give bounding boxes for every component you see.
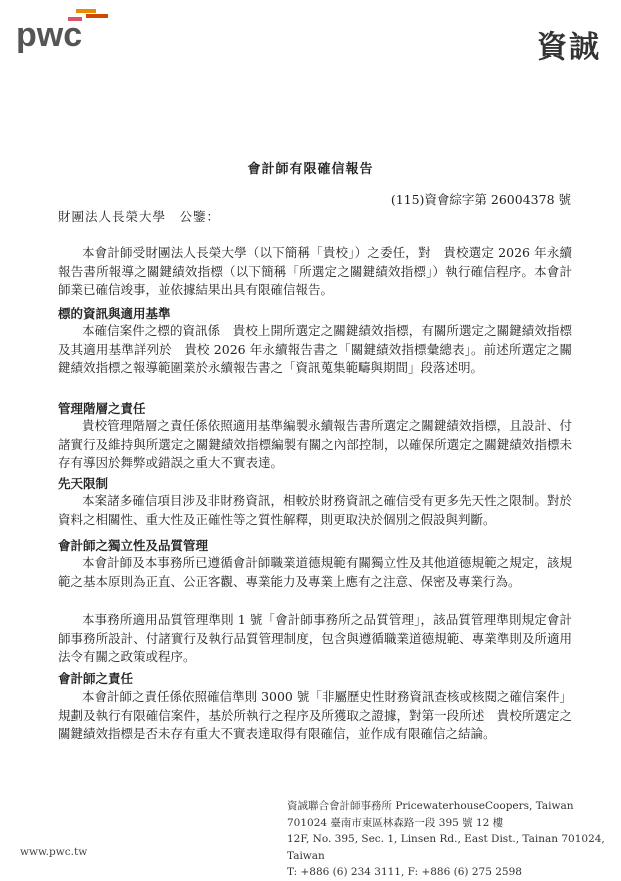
salutation: 財團法人長榮大學 公鑒： [58, 209, 221, 224]
footer-firm-name: 資誠聯合會計師事務所 PricewaterhouseCoopers, Taiwan [287, 800, 574, 812]
section-heading-subject-matter: 標的資訊與適用基準 [58, 306, 171, 321]
section-heading-independence-quality: 會計師之獨立性及品質管理 [58, 538, 209, 553]
intro-paragraph: 本會計師受財團法人長榮大學（以下簡稱「貴校」）之委任，對 貴校選定 2026 年永續報告書所報導之關鍵績效指標（以下簡稱「所選定之關鍵績效指標」）執行確信程序。本會計師業已確信竣事，並依據結果出具有限確信報告。 [58, 245, 572, 297]
footer-address-cn: 701024 臺南市東區林森路一段 395 號 12 樓 [287, 816, 504, 829]
report-title: 會計師有限確信報告 [247, 162, 374, 177]
logo-stripe-red [86, 14, 108, 18]
section-paragraph: 本事務所適用品質管理準則 1 號「會計師事務所之品質管理」，該品質管理準則規定會計師事務所設計、付諸實行及執行品質管理制度，包含與遵循職業道德規範、專業準則及所適用法令有關之政策或程序。 [58, 612, 572, 664]
section-heading-management-responsibility: 管理階層之責任 [58, 401, 146, 416]
reference-number: (115)資會綜字第 26004378 號 [390, 192, 571, 207]
section-heading-inherent-limitations: 先天限制 [58, 476, 109, 491]
section-paragraph: 貴校管理階層之責任係依照適用基準編製永續報告書所選定之關鍵績效指標，且設計、付諸實行及維持與所選定之關鍵績效指標編製有關之內部控制，以確保所選定之關鍵績效指標未存有導因於舞弊或錯誤之重大不實表達。 [58, 418, 572, 470]
section-paragraph: 本確信案件之標的資訊係 貴校上開所選定之關鍵績效指標，有關所選定之關鍵績效指標及其適用基準詳列於 貴校 2026 年永續報告書之「關鍵績效指標彙總表」。前述所選定之關鍵績效指標之報導範圍業於永續報告書之「資訊蒐集範疇與期間」段落述明。 [58, 323, 572, 375]
section-heading-practitioner-responsibility: 會計師之責任 [58, 671, 134, 686]
section-paragraph: 本會計師及本事務所已遵循會計師職業道德規範有關獨立性及其他道德規範之規定，該規範之基本原則為正直、公正客觀、專業能力及專業上應有之注意、保密及專業行為。 [58, 555, 572, 589]
pwc-logo [16, 6, 116, 56]
footer-address [287, 798, 621, 881]
footer-phone-fax: T: +886 (6) 234 3111, F: +886 (6) 275 2598 [287, 866, 522, 878]
logo-wordmark: pwc [16, 16, 83, 54]
brand-name-cn: 資誠 [537, 30, 601, 65]
section-paragraph: 本案諸多確信項目涉及非財務資訊，相較於財務資訊之確信受有更多先天性之限制。對於資料之相關性、重大性及正確性等之質性解釋，則更取決於個別之假設與判斷。 [58, 493, 572, 527]
logo-stripe-orange [76, 9, 96, 13]
section-paragraph: 本會計師之責任係依照確信準則 3000 號「非屬歷史性財務資訊查核或核閱之確信案件」規劃及執行有限確信案件，基於所執行之程序及所獲取之證據，對第一段所述 貴校所選定之關鍵績效指標是否未存有重大不實表達取得有限確信，並作成有限確信之結論。 [58, 689, 572, 741]
website-link[interactable]: www.pwc.tw [20, 846, 88, 858]
footer-address-en: 12F, No. 395, Sec. 1, Linsen Rd., East Dist., Tainan 701024, Taiwan [287, 833, 605, 862]
